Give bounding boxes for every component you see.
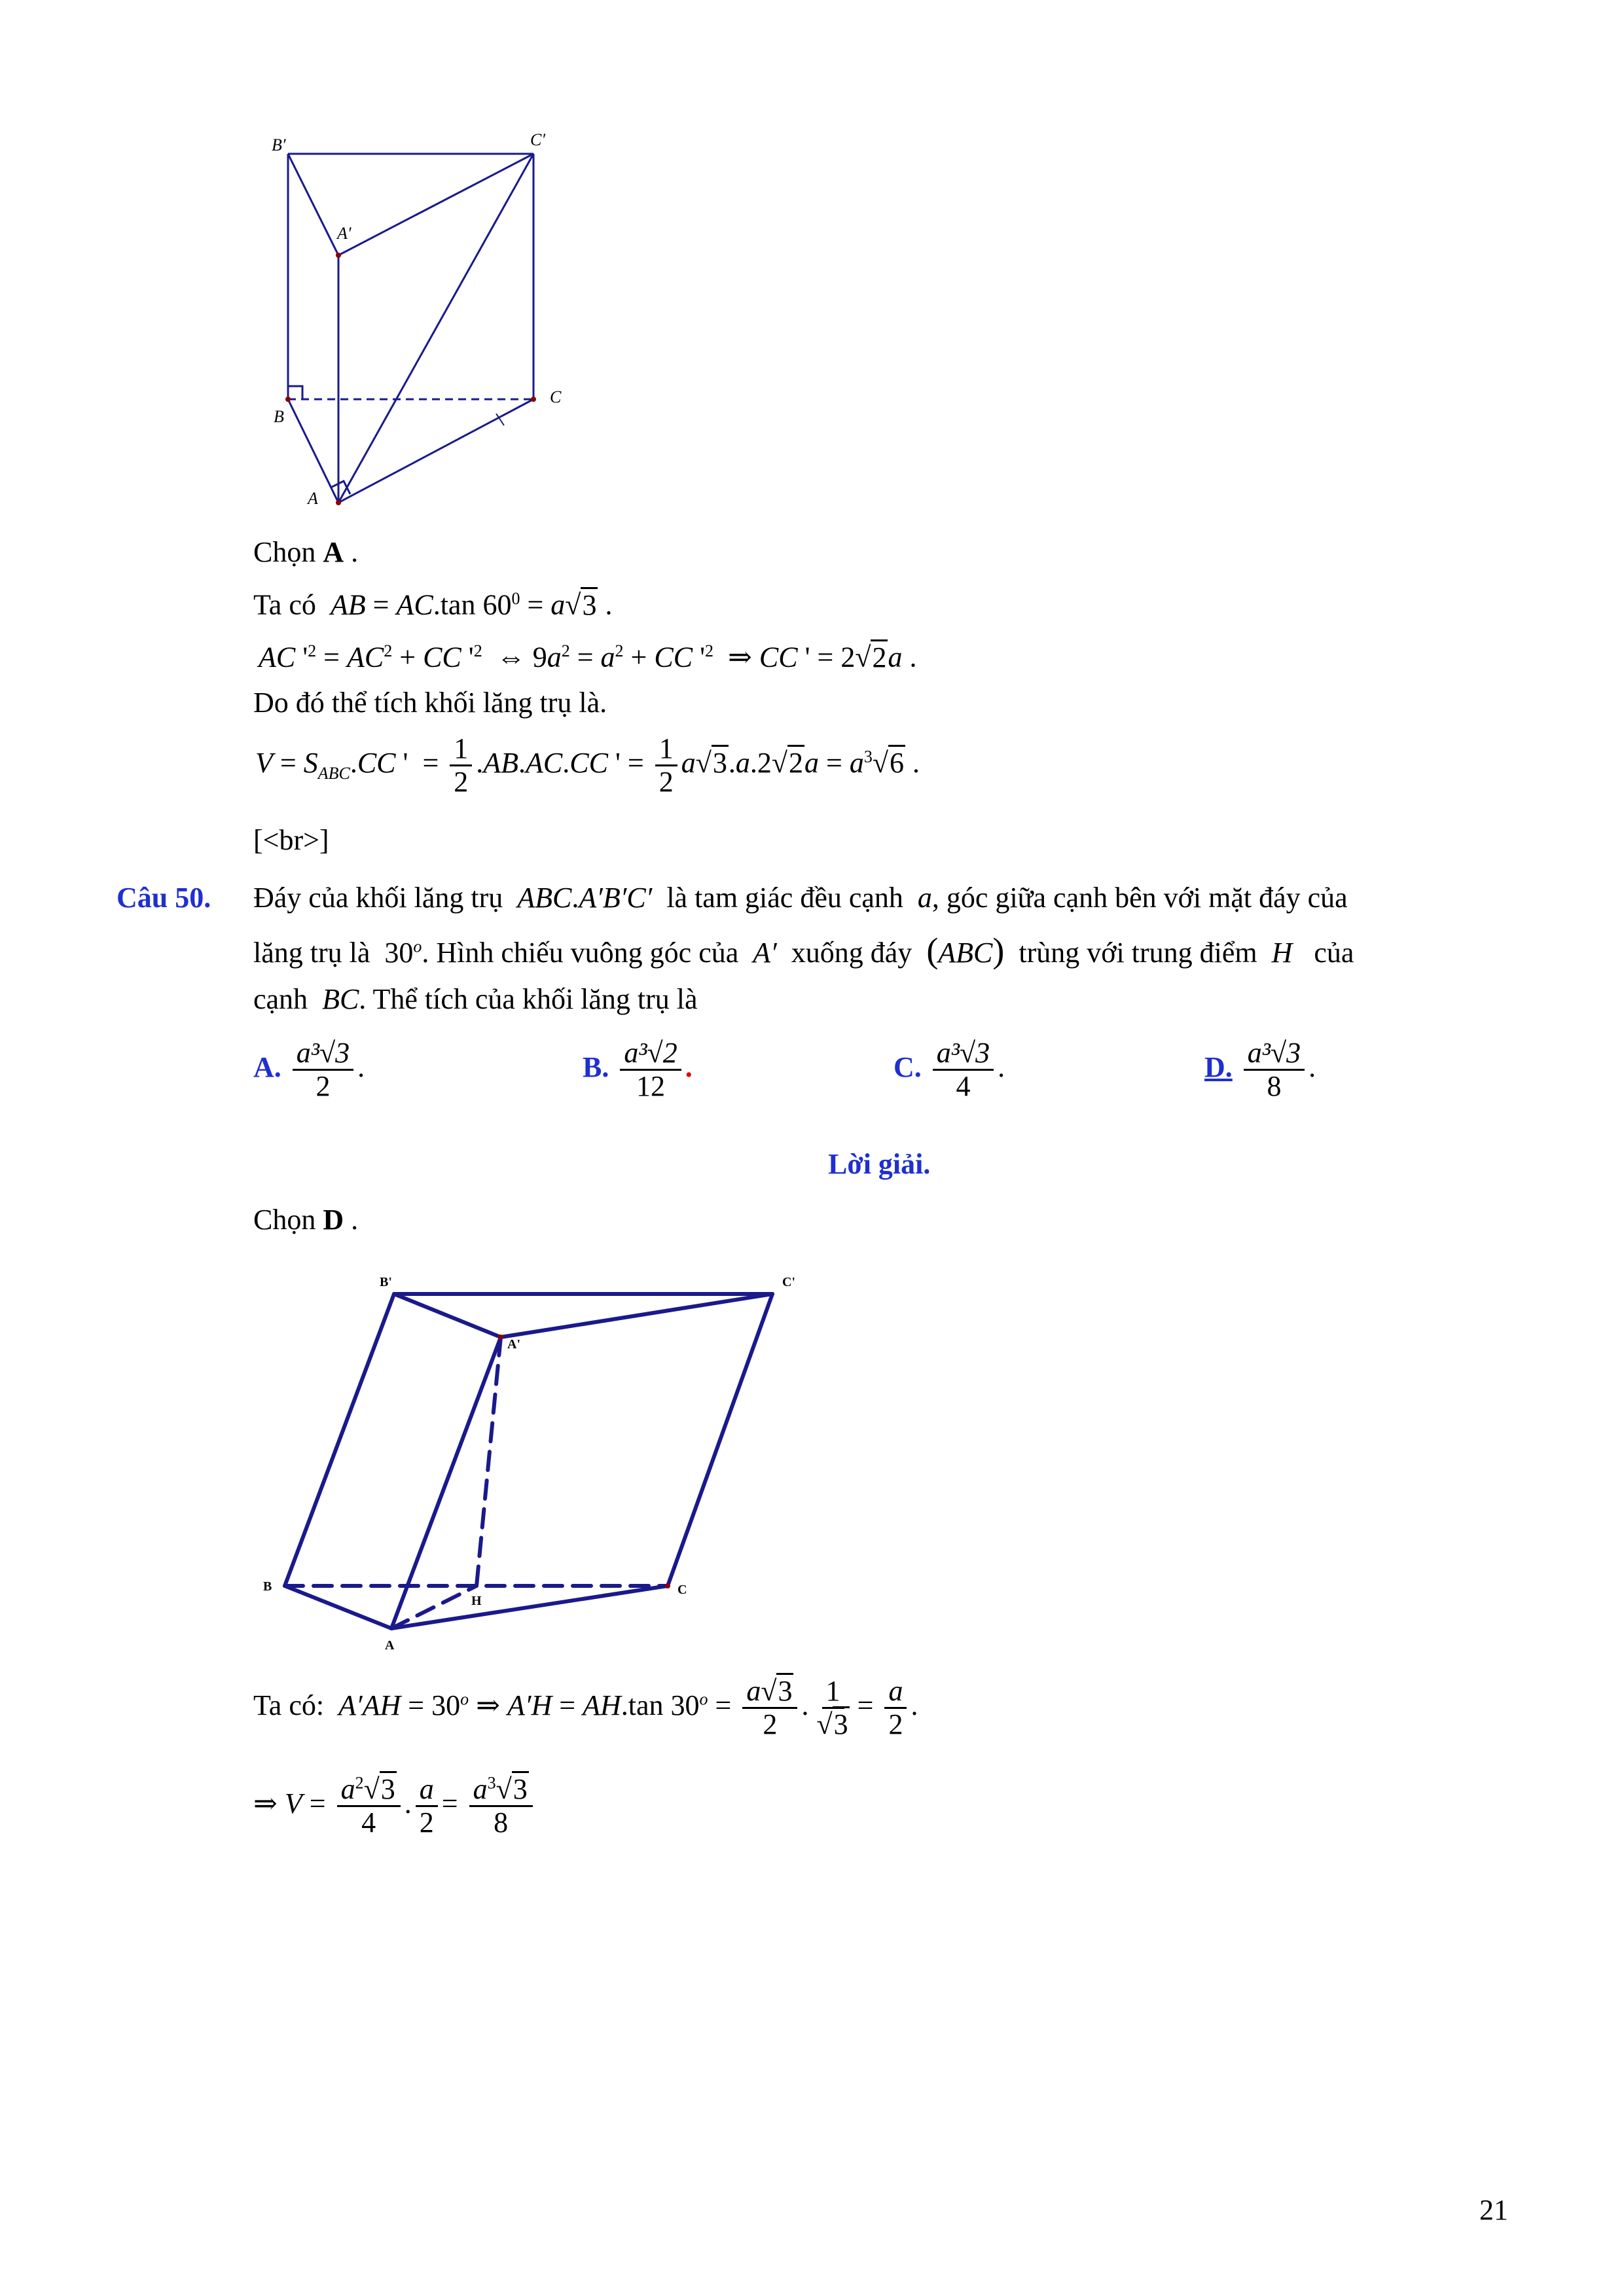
label-b-prime: B′ [272,135,286,154]
label-c-prime: C′ [530,130,546,149]
choose-line-50: Chọn D . [253,1204,359,1236]
label-b: B [274,407,284,426]
question-50-line-1: Đáy của khối lăng trụ ABC.A′B′C′ là tam giác đều cạnh a, góc giữa cạnh bên với mặt đáy của [253,882,1348,914]
volume-intro-49: Do đó thể tích khối lăng trụ là. [253,687,607,719]
question-number-50: Câu 50. [117,882,211,914]
prism-figure-1 [249,124,589,517]
option-d[interactable]: D. $\frac{\text{a³√3}}{8}$ . [1204,1037,1316,1103]
volume-formula-49: $V = S_{ABC}.CC$ ' = $\frac{1}{2}$ .AB.AC.CC ' = $\frac{1}{2}$ $a√3.a.2√2a = a^3√6$ . [255,732,920,798]
label-a-2: A [385,1638,395,1653]
label-a: A [308,489,318,508]
question-50-line-2: lăng trụ là 30$^o$. Hình chiếu vuông góc của A′ xuống đáy (ABC) trùng với trung điểm H của [253,931,1354,970]
label-c-2: C [677,1583,687,1597]
option-c[interactable]: C. $\frac{\text{a³√3}}{4}$ . [893,1037,1005,1103]
choose-answer-50: D [323,1204,344,1236]
equation-cc: AC '$^2 = AC^2$ + CC '$^2$ ⇔ $9a^2 = a^2$ + CC '$^2$ ⇒ CC ' = 2√2a . [259,643,916,672]
label-a-prime-2: A' [507,1337,520,1352]
label-b-2: B [263,1579,272,1594]
equation-height: Ta có: $A'AH = 30^o$ ⇒ A′H = AH.tan $30^o$ = $\frac{a√3}{2}$ . $\frac{1}{√3}$ = $\frac{a}{2}$ . [253,1676,918,1741]
label-c-prime-2: C' [782,1275,795,1289]
prism-figure-2 [249,1257,838,1662]
br-tag: [<br>] [253,824,329,856]
choose-line-49: Chọn A . [253,536,359,568]
label-h-2: H [471,1594,482,1608]
equation-ab: Ta có AB = AC.tan $60^0 = a√3$ . [253,590,612,620]
solution-heading: Lời giải. [828,1148,931,1180]
question-50-line-3: cạnh BC. Thể tích của khối lăng trụ là [253,983,698,1015]
option-b[interactable]: B. $\frac{\text{a³√2}}{12}$ . [583,1037,693,1103]
option-a[interactable]: A. $\frac{\text{a³√3}}{2}$ . [253,1037,365,1103]
choose-answer-49: A [323,536,344,568]
page-number: 21 [1479,2194,1508,2226]
label-a-prime: A′ [337,224,352,243]
equation-volume-50: ⇒ V = $\frac{a^2√3}{4}$ . $\frac{a}{2}$ = $\frac{a^3√3}{8}$ [253,1774,537,1839]
label-b-prime-2: B' [380,1275,392,1289]
label-c: C [550,387,562,406]
